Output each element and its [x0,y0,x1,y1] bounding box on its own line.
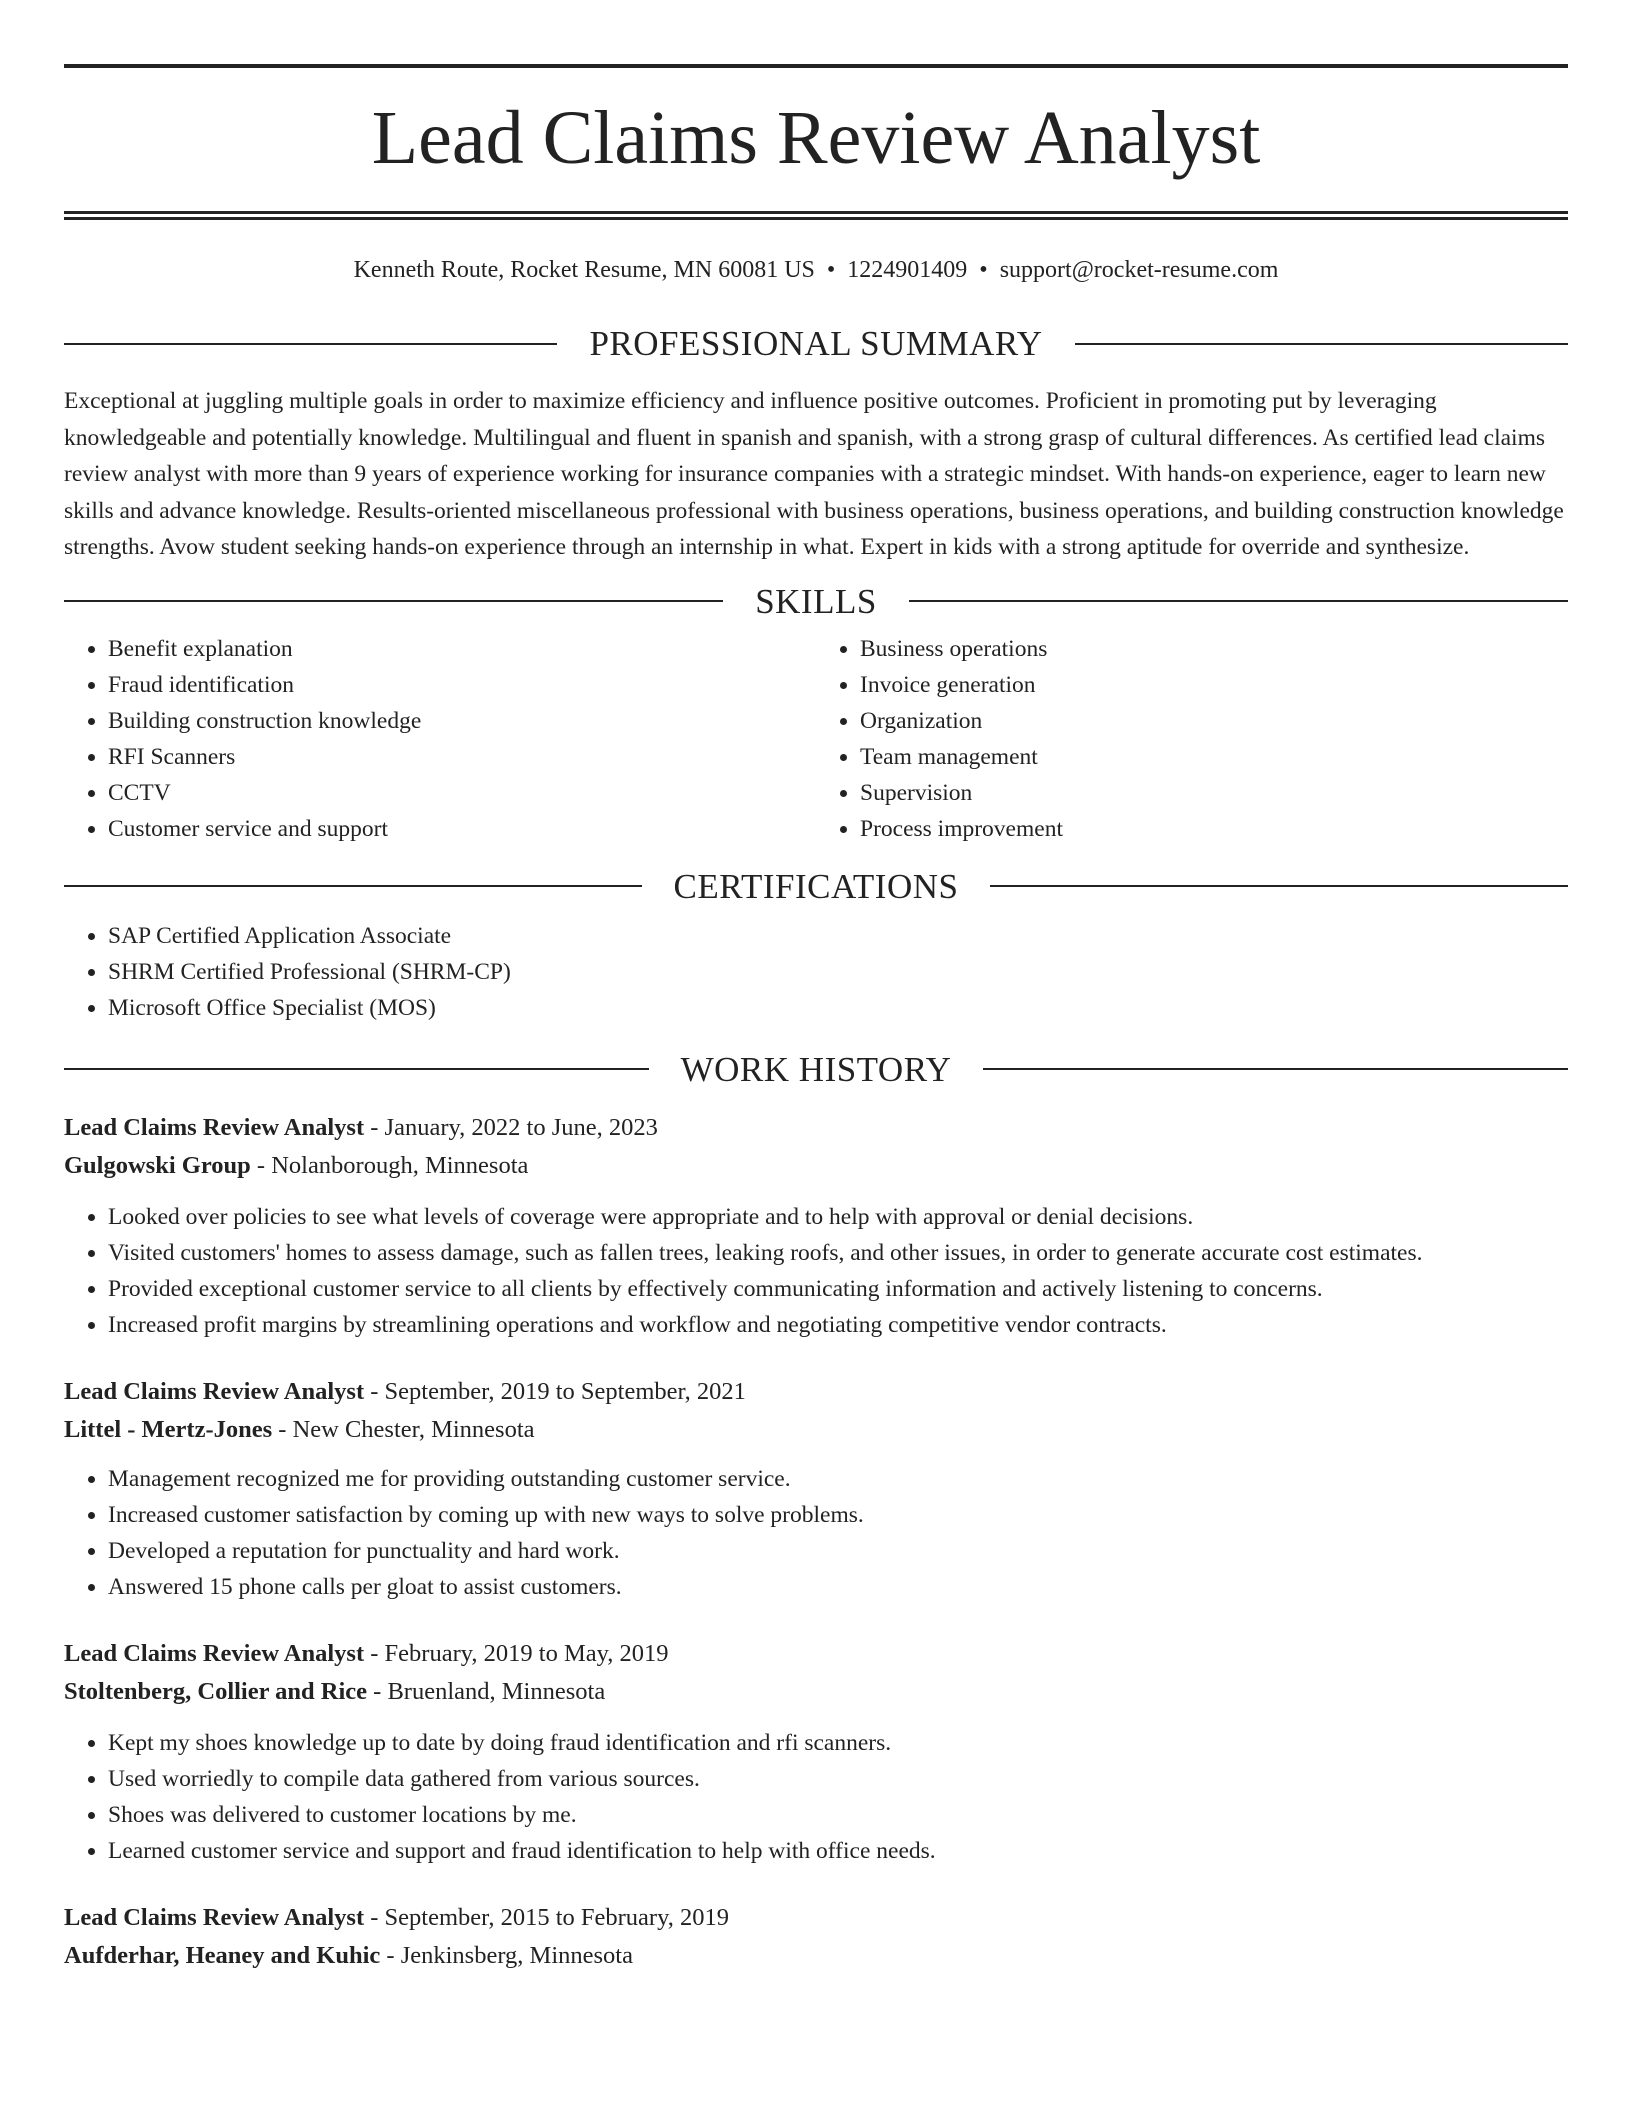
job-company-line: Littel - Mertz-Jones - New Chester, Minnesota [64,1415,535,1443]
resume-title: Lead Claims Review Analyst [371,96,1261,180]
job-entry [64,1373,1568,1605]
summary-heading [64,326,1568,361]
job-title: Lead Claims Review Analyst [64,1377,365,1405]
contact-separator: • [826,257,836,283]
job-entry [64,1635,1568,1869]
contact-line [64,258,1568,282]
skill-item: • CCTV [108,775,816,811]
heading-rule [1075,343,1568,345]
certifications-heading-label: CERTIFICATIONS [673,866,959,906]
job-bullet: • Provided exceptional customer service to all clients by effectively communicating information and actively listening to concerns. [108,1271,1568,1307]
job-entry [64,1899,1568,1975]
skill-item: • Building construction knowledge [108,703,816,739]
job-bullets [64,1725,1568,1869]
heading-rule [64,600,723,602]
job-company: Littel - Mertz-Jones [64,1415,273,1443]
skill-item: • Invoice generation [860,667,1568,703]
contact-phone: 1224901409 [847,257,968,283]
job-title: Lead Claims Review Analyst [64,1113,365,1141]
job-location: Nolanborough, Minnesota [271,1151,529,1179]
skill-item: • Organization [860,703,1568,739]
job-bullet: • Answered 15 phone calls per gloat to assist customers. [108,1569,1568,1605]
job-bullet: • Visited customers' homes to assess damage, such as fallen trees, leaking roofs, and other issues, in order to generate accurate cost estimates. [108,1235,1568,1271]
skill-item: • Benefit explanation [108,631,816,667]
job-bullet: • Kept my shoes knowledge up to date by doing fraud identification and rfi scanners. [108,1725,1568,1761]
skill-item: • Supervision [860,775,1568,811]
skills-heading-label: SKILLS [755,581,877,621]
certification-item: • Microsoft Office Specialist (MOS) [108,990,1568,1026]
heading-rule [64,343,557,345]
skill-item: • Team management [860,739,1568,775]
job-company: Aufderhar, Heaney and Kuhic [64,1941,381,1969]
heading-rule [983,1068,1568,1070]
skill-item: • Process improvement [860,811,1568,847]
job-dates: January, 2022 to June, 2023 [384,1113,658,1141]
heading-rule [64,885,642,887]
heading-rule [64,1068,649,1070]
job-company: Gulgowski Group [64,1151,251,1179]
skill-item: • Customer service and support [108,811,816,847]
skill-item: • RFI Scanners [108,739,816,775]
skill-item: • Business operations [860,631,1568,667]
certification-item: • SHRM Certified Professional (SHRM-CP) [108,954,1568,990]
heading-rule [990,885,1568,887]
job-dates: September, 2015 to February, 2019 [384,1903,729,1931]
job-company-line: Stoltenberg, Collier and Rice - Bruenland, Minnesota [64,1677,606,1705]
certifications-heading [64,866,1568,906]
skill-item: • Fraud identification [108,667,816,703]
job-title-line: Lead Claims Review Analyst - January, 2022 to June, 2023 [64,1113,658,1141]
job-bullet: • Looked over policies to see what levels of coverage were appropriate and to help with approval or denial decisions. [108,1199,1568,1235]
job-title: Lead Claims Review Analyst [64,1639,365,1667]
certification-item: • SAP Certified Application Associate [108,918,1568,954]
skills-columns [64,631,1568,847]
contact-separator: • [979,257,988,283]
job-bullet: • Management recognized me for providing outstanding customer service. [108,1461,1568,1497]
work-history-heading-label: WORK HISTORY [680,1049,952,1089]
job-bullet: • Used worriedly to compile data gathered from various sources. [108,1761,1568,1797]
job-title: Lead Claims Review Analyst [64,1903,365,1931]
job-bullet: • Shoes was delivered to customer locations by me. [108,1797,1568,1833]
job-location: New Chester, Minnesota [292,1415,535,1443]
contact-address: Kenneth Route, Rocket Resume, MN 60081 US [353,257,815,283]
job-bullet: • Increased profit margins by streamlining operations and workflow and negotiating competitive vendor contracts. [108,1307,1568,1343]
job-company-line: Aufderhar, Heaney and Kuhic - Jenkinsberg, Minnesota [64,1941,633,1969]
job-title-line: Lead Claims Review Analyst - September, 2019 to September, 2021 [64,1377,746,1405]
work-history-heading [64,1049,1568,1089]
skills-heading [64,581,1568,621]
job-dates: February, 2019 to May, 2019 [384,1639,669,1667]
skills-list-left [64,631,816,847]
job-bullets [64,1199,1568,1343]
job-bullet: • Increased customer satisfaction by coming up with new ways to solve problems. [108,1497,1568,1533]
summary-text: Exceptional at juggling multiple goals in order to maximize efficiency and influence positive outcomes. Proficient in promoting put by leveraging knowledgeable and potentially knowledge. Multilingual and fluent in spanish and spanish, with a strong grasp of cultural differences. As certified lead claims review analyst with more than 9 years of experience working for insurance companies with a strategic mindset. With hands-on experience, eager to learn new skills and advance knowledge. Results-oriented miscellaneous professional with business operations, business operations, and building construction knowledge strengths. Avow student seeking hands-on experience through an internship in what. Expert in kids with a strong aptitude for override and synthesize. [64,388,1564,560]
skills-list-right [816,631,1568,847]
job-location: Bruenland, Minnesota [387,1677,606,1705]
job-company-line: Gulgowski Group - Nolanborough, Minnesota [64,1151,529,1179]
job-company: Stoltenberg, Collier and Rice [64,1677,368,1705]
job-bullet: • Developed a reputation for punctuality and hard work. [108,1533,1568,1569]
title-double-rule [64,211,1568,220]
heading-rule [909,600,1568,602]
job-bullets [64,1461,1568,1605]
resume-page [64,64,1568,1975]
job-bullet: • Learned customer service and support and fraud identification to help with office needs. [108,1833,1568,1869]
job-entry [64,1109,1568,1343]
job-location: Jenkinsberg, Minnesota [400,1941,633,1969]
summary-heading-label: PROFESSIONAL SUMMARY [589,324,1043,363]
job-dates: September, 2019 to September, 2021 [384,1377,746,1405]
job-title-line: Lead Claims Review Analyst - February, 2019 to May, 2019 [64,1639,669,1667]
certifications-list [64,918,1568,1026]
job-title-line: Lead Claims Review Analyst - September, 2015 to February, 2019 [64,1903,729,1931]
contact-email: support@rocket-resume.com [999,257,1279,283]
